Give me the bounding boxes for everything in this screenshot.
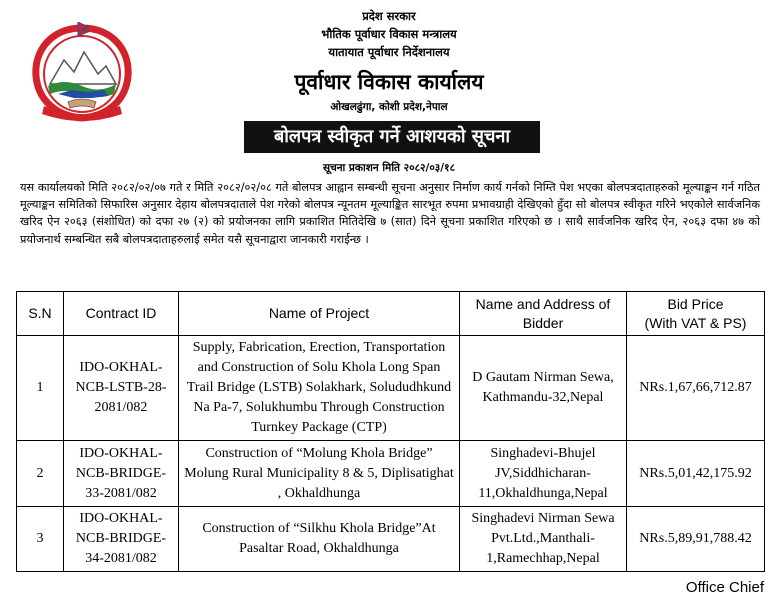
header-project: Name of Project	[179, 292, 460, 336]
header-bidder-line2: Bidder	[522, 314, 564, 331]
office-address: ओखलढुंगा, कोशी प्रदेश,नेपाल	[330, 101, 448, 113]
cell-bidder: D Gautam Nirman Sewa, Kathmandu-32,Nepal	[460, 336, 627, 441]
cell-project: Supply, Fabrication, Erection, Transportation and Construction of Solu Khola Long Span Trail Bridge (LSTB) Solakhark, Solududhkund Na Pa-7, Solukhumbu Through Construction Turnkey Package (CTP)	[179, 336, 460, 441]
cell-price: NRs.1,67,66,712.87	[627, 336, 765, 441]
cell-project: Construction of “Molung Khola Bridge” Molung Rural Municipality 8 & 5, Diplisatighat , Okhaldhunga	[179, 441, 460, 507]
header-price-line1: Bid Price	[667, 295, 724, 312]
bid-table	[16, 291, 765, 572]
notice-body: यस कार्यालयको मिति २०८२/०२/०७ गते र मिति २०८२/०२/०८ गते बोलपत्र आह्वान सम्बन्धी सूचना अनुसार निर्माण कार्य गर्नको निम्ति पेश भएका बोलपत्रदाताहरुको मूल्याङ्कन गर्न गठित मूल्याङ्कन समितिको सिफारिस अनुसार देहाय बोलपत्रदाताले पेश गरेको बोलपत्र न्यूनतम मूल्याङ्कित सारभूत रुपमा प्रभावग्राही देखिएको हुँदा सो बोलपत्र स्वीकृत गरिने भएकोले सार्वजनिक खरिद ऐन २०६३ (संशोधित) को दफा २७ (२) को प्रयोजनका लागि प्रकाशित मितिदेखि ७ (सात) दिने सूचना प्रकाशित गरिएको छ । साथै सार्वजनिक खरिद ऐन, २०६३ दफा ४७ को प्रयोजनार्थ सम्बन्धित सबै बोलपत्रदाताहरुलाई समेत यसै सूचनाद्वारा जानकारी गराईन्छ ।	[20, 181, 760, 246]
header-price	[627, 292, 765, 336]
cell-sn: 1	[17, 336, 64, 441]
cell-price: NRs.5,89,91,788.42	[627, 507, 765, 572]
cell-price: NRs.5,01,42,175.92	[627, 441, 765, 507]
table-header-row	[17, 292, 765, 336]
notice-title: बोलपत्र स्वीकृत गर्ने आशयको सूचना	[244, 121, 540, 153]
directorate-label: यातायात पूर्वाधार निर्देशनालय	[328, 45, 450, 59]
publish-date: सूचना प्रकाशन मिति २०८२/०३/१८	[322, 162, 456, 174]
cell-contract-id: IDO-OKHAL-NCB-BRIDGE-34-2081/082	[64, 507, 179, 572]
header-bidder	[460, 292, 627, 336]
cell-bidder: Singhadevi Nirman Sewa Pvt.Ltd.,Manthali-1,Ramechhap,Nepal	[460, 507, 627, 572]
cell-project: Construction of “Silkhu Khola Bridge”At Pasaltar Road, Okhaldhunga	[179, 507, 460, 572]
header-bidder-line1: Name and Address of	[475, 295, 611, 312]
cell-sn: 2	[17, 441, 64, 507]
header-price-line2: (With VAT & PS)	[644, 314, 747, 331]
cell-contract-id: IDO-OKHAL-NCB-LSTB-28-2081/082	[64, 336, 179, 441]
cell-contract-id: IDO-OKHAL-NCB-BRIDGE-33-2081/082	[64, 441, 179, 507]
table-row	[17, 336, 765, 441]
cell-bidder: Singhadevi-Bhujel JV,Siddhicharan-11,Okhaldhunga,Nepal	[460, 441, 627, 507]
table-row	[17, 507, 765, 572]
table-row	[17, 441, 765, 507]
header-contract-id: Contract ID	[64, 292, 179, 336]
cell-sn: 3	[17, 507, 64, 572]
header-sn: S.N	[17, 292, 64, 336]
government-label: प्रदेश सरकार	[362, 9, 416, 23]
office-chief-signoff: Office Chief	[685, 579, 764, 596]
office-name: पूर्वाधार विकास कार्यालय	[294, 70, 484, 94]
ministry-label: भौतिक पूर्वाधार विकास मन्त्रालय	[321, 27, 457, 41]
